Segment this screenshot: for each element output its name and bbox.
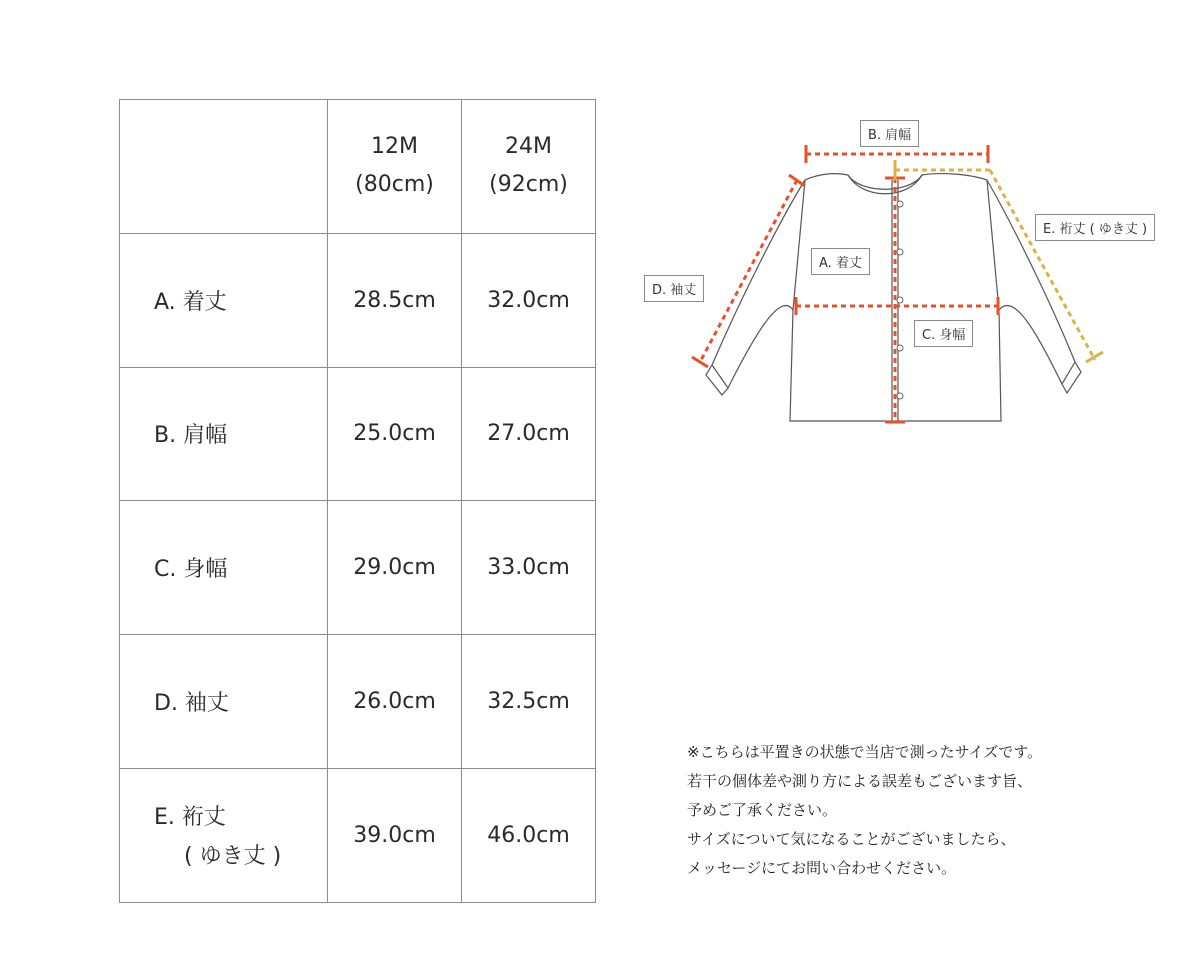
label-c: C. 身幅 — [914, 320, 973, 347]
row-sublabel: ( ゆき丈 ) — [184, 844, 282, 870]
value-12m: 29.0cm — [328, 501, 462, 635]
table-row — [120, 635, 596, 769]
button-icon — [897, 393, 903, 399]
size-table — [119, 99, 596, 903]
measure-line-d — [692, 175, 805, 367]
note-line: 若干の個体差や測り方による誤差もございます旨、 — [687, 772, 1033, 790]
button-icon — [897, 249, 903, 255]
row-label-cell — [120, 768, 328, 902]
value-12m: 39.0cm — [328, 768, 462, 902]
table-header-row — [120, 100, 596, 234]
header-empty-cell — [120, 100, 328, 234]
header-size-label: 12M — [371, 134, 418, 160]
value-12m: 25.0cm — [328, 367, 462, 501]
header-12m — [328, 100, 462, 234]
header-size-label: 24M — [505, 134, 552, 160]
value-12m: 28.5cm — [328, 233, 462, 367]
label-e: E. 裄丈 ( ゆき丈 ) — [1035, 214, 1155, 241]
garment-diagram — [630, 100, 1148, 444]
label-a: A. 着丈 — [811, 248, 870, 275]
button-icon — [897, 201, 903, 207]
row-label: C. 身幅 — [120, 501, 328, 635]
measure-line-b — [806, 145, 988, 163]
label-d: D. 袖丈 — [644, 275, 704, 302]
header-24m — [462, 100, 596, 234]
table-row — [120, 233, 596, 367]
value-24m: 32.5cm — [462, 635, 596, 769]
value-12m: 26.0cm — [328, 635, 462, 769]
value-24m: 33.0cm — [462, 501, 596, 635]
header-height-label: (92cm) — [489, 172, 568, 198]
row-label: E. 裄丈 — [154, 805, 226, 831]
cardigan-illustration — [630, 100, 1130, 440]
value-24m: 27.0cm — [462, 367, 596, 501]
row-label: B. 肩幅 — [120, 367, 328, 501]
note-line: 予めご了承ください。 — [687, 801, 838, 819]
note-line: サイズについて気になることがございましたら、 — [687, 830, 1016, 848]
note-line: ※こちらは平置きの状態で当店で測ったサイズです。 — [687, 743, 1043, 761]
table-row — [120, 501, 596, 635]
value-24m: 46.0cm — [462, 768, 596, 902]
header-height-label: (80cm) — [355, 172, 434, 198]
value-24m: 32.0cm — [462, 233, 596, 367]
table-row — [120, 768, 596, 902]
button-icon — [897, 297, 903, 303]
size-note — [687, 738, 1042, 883]
note-line: メッセージにてお問い合わせください。 — [687, 859, 957, 877]
row-label: D. 袖丈 — [120, 635, 328, 769]
label-b: B. 肩幅 — [860, 120, 919, 147]
row-label: A. 着丈 — [120, 233, 328, 367]
button-icon — [897, 345, 903, 351]
table-row — [120, 367, 596, 501]
